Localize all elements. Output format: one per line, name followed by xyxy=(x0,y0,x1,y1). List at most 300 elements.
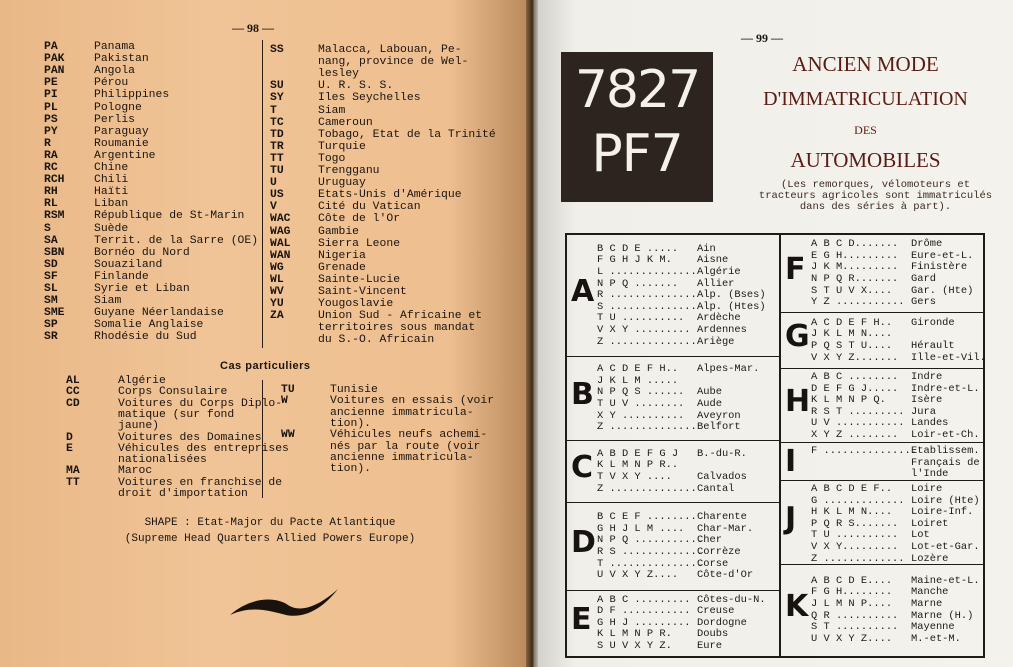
code-abbreviation: YU xyxy=(270,298,284,311)
group-entry xyxy=(811,622,955,634)
code-abbreviation: SP xyxy=(44,319,58,332)
code-description: tion). xyxy=(330,417,372,430)
group-entry xyxy=(811,446,980,458)
code-description: Sierra Leone xyxy=(318,237,401,250)
entry-department: Char-Mar. xyxy=(697,522,754,535)
entry-letters: X Y .......... xyxy=(597,409,685,422)
group-entry xyxy=(597,422,741,434)
code-description: Perlis xyxy=(94,113,136,126)
code-description: République de St-Marin xyxy=(94,210,245,223)
group-letter: I xyxy=(785,444,797,479)
entry-department: Gar. (Hte) xyxy=(911,284,974,297)
entry-letters: F ............... xyxy=(811,445,918,457)
title-line-2: D'IMMATRICULATION xyxy=(763,88,968,110)
entry-letters: S U V X Y Z. xyxy=(597,639,672,652)
entry-letters: Q R .......... xyxy=(811,609,899,622)
code-description: Somalie Anglaise xyxy=(94,319,204,332)
entry-department: Aveyron xyxy=(697,409,741,422)
letter-group xyxy=(567,503,779,591)
entry-letters: N P Q R....... xyxy=(811,273,899,285)
entry-letters: N P Q ........... xyxy=(597,534,704,547)
code-description: Véhicules des entreprises xyxy=(118,442,289,455)
entry-letters: P Q R S....... xyxy=(811,517,899,530)
code-abbreviation: PS xyxy=(44,113,58,126)
entry-letters: A C D E F H.. xyxy=(597,363,679,376)
group-entry xyxy=(811,458,980,470)
code-abbreviation: RC xyxy=(44,162,58,174)
group-entry xyxy=(597,399,722,411)
letter-group xyxy=(781,565,983,656)
plate-series-line: PF7 xyxy=(591,124,683,184)
entry-letters: D F ........... xyxy=(597,605,691,618)
entry-letters: J K M......... xyxy=(811,261,899,274)
code-abbreviation: SR xyxy=(44,331,58,344)
entry-letters: Y Z ........... xyxy=(811,296,905,309)
entry-letters: A B C ........ xyxy=(811,371,899,383)
group-entry xyxy=(811,341,955,353)
entry-letters: T U V ........ xyxy=(597,398,685,410)
group-entry xyxy=(597,337,734,349)
code-description: Liban xyxy=(94,198,129,211)
code-description: U. R. S. S. xyxy=(318,80,394,93)
entry-letters: A C D E F H.. xyxy=(811,316,893,329)
code-abbreviation: D xyxy=(66,431,73,444)
code-description: nang, province de Wel- xyxy=(318,56,469,69)
entry-department: Loir-et-Ch. xyxy=(911,429,980,441)
code-abbreviation: SBN xyxy=(44,246,65,259)
code-description: Rhodésie du Sud xyxy=(94,331,197,344)
entry-department: Aisne xyxy=(697,254,729,267)
code-abbreviation: PE xyxy=(44,77,58,90)
code-abbreviation: RL xyxy=(44,198,58,211)
code-abbreviation: ZA xyxy=(270,310,284,323)
code-abbreviation: SM xyxy=(44,295,58,308)
entry-department: M.-et-M. xyxy=(911,632,961,645)
group-entry xyxy=(811,634,961,646)
entry-department: Etablissem. xyxy=(911,445,980,457)
entry-letters: P Q S T U.... xyxy=(811,340,893,352)
group-entry xyxy=(811,353,986,365)
code-description: Voitures des Domaines xyxy=(118,431,262,444)
code-abbreviation: SY xyxy=(270,92,284,105)
code-description: jaune) xyxy=(118,420,160,433)
entry-department: Loire (Hte) xyxy=(911,494,980,507)
entry-department: Belfort xyxy=(697,421,741,434)
entry-letters: R S ............. xyxy=(597,546,704,558)
entry-letters: Z .............. xyxy=(597,335,697,348)
code-description: Chili xyxy=(94,174,129,187)
entry-department: Indre xyxy=(911,371,943,383)
code-description: Véhicules neufs achemi- xyxy=(330,429,488,442)
code-description: Trengganu xyxy=(318,165,380,177)
entry-department: Algérie xyxy=(697,266,741,278)
page-number-right: — 99 — xyxy=(741,31,783,45)
entry-department: Drôme xyxy=(911,238,943,251)
entry-department: B.-du-R. xyxy=(697,447,747,460)
group-entry xyxy=(597,267,741,279)
entry-department: Gard xyxy=(911,273,936,285)
entry-letters: G H J ......... xyxy=(597,616,691,629)
code-abbreviation: WW xyxy=(281,429,295,442)
entry-letters: F G H........ xyxy=(811,586,893,599)
code-abbreviation: TU xyxy=(270,165,284,177)
code-abbreviation: PAK xyxy=(44,53,65,66)
code-abbreviation: W xyxy=(281,395,288,408)
group-entry xyxy=(811,372,942,384)
code-description: Turquie xyxy=(318,140,366,153)
entry-letters: Z .............. xyxy=(597,482,697,495)
group-letter: A xyxy=(571,274,595,309)
group-letter: H xyxy=(785,384,811,419)
letter-group xyxy=(781,369,983,443)
code-description: Gambie xyxy=(318,225,360,238)
entry-letters: F G H J K M. xyxy=(597,254,672,267)
code-abbreviation: MA xyxy=(66,465,80,478)
code-description: Pologne xyxy=(94,101,142,114)
entry-letters: J L M N P.... xyxy=(811,597,893,610)
code-abbreviation: U xyxy=(270,177,277,190)
code-description: Territ. de la Sarre (OE) xyxy=(94,234,259,247)
entry-department: Doubs xyxy=(697,628,729,641)
group-entry xyxy=(811,484,942,496)
code-description: Malacca, Labouan, Pe- xyxy=(318,44,462,56)
entry-department: Gironde xyxy=(911,316,955,329)
title-line-1: ANCIEN MODE xyxy=(792,52,939,76)
code-abbreviation: RA xyxy=(44,149,58,162)
plate-number-line: 7827 xyxy=(574,60,700,120)
code-abbreviation: TC xyxy=(270,116,284,129)
code-description: Saint-Vincent xyxy=(318,286,407,298)
entry-letters: R S T ......... xyxy=(811,405,905,418)
code-description: Souaziland xyxy=(94,258,163,271)
code-description: Pakistan xyxy=(94,53,149,66)
entry-letters: E G H......... xyxy=(811,249,899,262)
entry-department: Eure-et-L. xyxy=(911,249,974,262)
code-abbreviation: R xyxy=(44,137,51,150)
code-abbreviation: WL xyxy=(270,273,284,286)
code-description: Cité du Vatican xyxy=(318,201,421,214)
entry-department: Marne xyxy=(911,597,943,610)
group-letter: C xyxy=(571,450,594,485)
entry-letters: U V X Y Z.... xyxy=(597,569,679,582)
letter-group xyxy=(567,441,779,503)
entry-department: Ariège xyxy=(697,335,735,348)
code-description: Chine xyxy=(94,162,129,174)
entry-department: Loiret xyxy=(911,517,949,530)
entry-department: Cantal xyxy=(697,482,735,495)
group-letter: B xyxy=(571,377,594,412)
entry-letters: A B C D....... xyxy=(811,238,899,251)
entry-department: Aude xyxy=(697,398,722,410)
code-abbreviation: PY xyxy=(44,125,58,138)
code-abbreviation: SL xyxy=(44,283,58,295)
entry-department: Charente xyxy=(697,511,747,524)
code-description: Corps Consulaire xyxy=(118,386,228,399)
code-abbreviation: PL xyxy=(44,101,58,114)
right-page xyxy=(538,0,1013,667)
entry-letters: T ............... xyxy=(597,557,704,570)
page-number-left: — 98 — xyxy=(232,21,274,35)
code-description: Nigeria xyxy=(318,249,366,262)
code-abbreviation: E xyxy=(66,442,73,455)
entry-letters: H K L M N.... xyxy=(811,506,893,519)
code-abbreviation: PAN xyxy=(44,65,65,78)
entry-department: Lozère xyxy=(911,552,949,565)
code-abbreviation: CC xyxy=(66,386,80,399)
entry-letters: U V ........... xyxy=(811,417,905,430)
department-code-table xyxy=(565,233,985,658)
group-entry xyxy=(811,542,980,554)
entry-letters: G ............. xyxy=(811,494,905,507)
group-entry xyxy=(811,274,936,286)
code-description: nés par la route (voir xyxy=(330,440,481,453)
code-description: Syrie et Liban xyxy=(94,283,190,295)
group-entry xyxy=(597,606,734,618)
code-description: Haïti xyxy=(94,186,129,199)
entry-department: Dordogne xyxy=(697,616,747,629)
entry-department: Mayenne xyxy=(911,621,955,634)
entry-letters: V X Y ......... xyxy=(597,324,691,336)
title-line-4: AUTOMOBILES xyxy=(790,148,941,172)
code-abbreviation: SD xyxy=(44,258,58,271)
entry-department: Aube xyxy=(697,386,722,399)
group-entry xyxy=(597,484,734,496)
entry-letters: N P Q ....... xyxy=(597,277,679,290)
group-entry xyxy=(811,297,936,309)
code-description: ancienne immatricula- xyxy=(330,406,474,419)
code-abbreviation: RCH xyxy=(44,174,65,187)
entry-letters: S .............. xyxy=(597,300,697,313)
entry-department: Indre-et-L. xyxy=(911,382,980,395)
code-description: Voitures en essais (voir xyxy=(330,395,495,408)
code-description: Cameroun xyxy=(318,116,373,129)
code-description: lesley xyxy=(318,68,360,81)
code-description: Argentine xyxy=(94,149,156,162)
shape-line-2: (Supreme Head Quarters Allied Powers Europe) xyxy=(124,533,416,545)
entry-letters: V X Y Z....... xyxy=(811,351,899,364)
code-abbreviation: WAN xyxy=(270,249,291,262)
decorative-swirl-ornament xyxy=(228,585,343,621)
code-abbreviation: S xyxy=(44,222,51,235)
code-description: nationalisées xyxy=(118,454,207,467)
entry-department: Alp. (Bses) xyxy=(697,289,766,302)
entry-letters: J K L M N.... xyxy=(811,328,893,341)
code-abbreviation: TT xyxy=(270,152,284,165)
code-abbreviation: SME xyxy=(44,307,65,320)
code-abbreviation: WAG xyxy=(270,225,291,238)
code-abbreviation: TR xyxy=(270,140,284,153)
code-abbreviation: RH xyxy=(44,186,58,199)
code-description: Guyane Néerlandaise xyxy=(94,307,224,320)
entry-department: Calvados xyxy=(697,471,747,483)
code-abbreviation: WAC xyxy=(270,213,291,226)
group-entry xyxy=(811,599,942,611)
shape-line-1: SHAPE : Etat-Major du Pacte Atlantique xyxy=(144,517,396,529)
entry-department: Gers xyxy=(911,296,936,309)
entry-letters: K L M N P Q. xyxy=(811,394,886,407)
entry-letters: U V X Y Z.... xyxy=(811,632,893,645)
code-abbreviation: WAL xyxy=(270,237,291,250)
code-description: Union Sud - Africaine et xyxy=(318,310,483,323)
entry-department: Alp. (Htes) xyxy=(697,300,766,313)
entry-letters: V X Y......... xyxy=(811,541,899,553)
code-description: Etats-Unis d'Amérique xyxy=(318,189,462,202)
code-description: matique (sur fond xyxy=(118,408,235,421)
entry-letters: S T .......... xyxy=(811,621,899,634)
entry-letters: S T U V X.... xyxy=(811,284,893,297)
code-description: Siam xyxy=(318,104,346,117)
code-description: Finlande xyxy=(94,270,149,283)
entry-department: Corse xyxy=(697,557,729,570)
entry-letters: A B C ......... xyxy=(597,593,691,606)
entry-letters: A B C D E.... xyxy=(811,574,893,587)
entry-department: Côtes-du-N. xyxy=(697,593,766,606)
code-abbreviation: TT xyxy=(66,476,80,489)
letter-group xyxy=(567,591,779,656)
code-abbreviation: SU xyxy=(270,80,284,93)
code-description: Panama xyxy=(94,41,136,53)
entry-letters: R .............. xyxy=(597,289,697,302)
letter-group xyxy=(781,443,983,481)
code-description: Algérie xyxy=(118,375,166,387)
group-letter: E xyxy=(571,601,592,637)
column-separator xyxy=(262,40,263,348)
entry-department: Ardennes xyxy=(697,324,747,336)
code-abbreviation: TU xyxy=(281,384,295,396)
code-description: Pérou xyxy=(94,77,129,90)
entry-department: Allier xyxy=(697,277,735,290)
title-line-3: DES xyxy=(854,123,877,137)
code-description: Yougoslavie xyxy=(318,298,394,311)
entry-department: Finistère xyxy=(911,261,968,274)
code-description: droit d'importation xyxy=(118,488,248,500)
entry-department: Lot xyxy=(911,529,930,542)
entry-department: Hérault xyxy=(911,340,955,352)
group-entry xyxy=(597,570,753,582)
code-abbreviation: WG xyxy=(270,261,284,274)
group-entry xyxy=(597,547,741,559)
group-letter: F xyxy=(785,252,806,287)
entry-letters: T V X Y .... xyxy=(597,471,672,483)
code-abbreviation: TD xyxy=(270,128,284,141)
code-description: Philippines xyxy=(94,89,170,102)
entry-department: Loire xyxy=(911,483,943,495)
code-description: Siam xyxy=(94,295,122,308)
entry-department: Alpes-Mar. xyxy=(697,363,760,376)
code-description: du S.-O. Africain xyxy=(318,334,435,347)
entry-department: Creuse xyxy=(697,605,735,618)
code-description: Suède xyxy=(94,222,129,235)
entry-letters: N P Q S ...... xyxy=(597,386,685,399)
code-description: Côte de l'Or xyxy=(318,213,401,226)
group-entry xyxy=(811,554,948,566)
group-entry xyxy=(811,430,980,442)
group-letter: D xyxy=(571,525,596,560)
group-entry xyxy=(811,469,948,481)
entry-department: Côte-d'Or xyxy=(697,569,754,582)
code-description: Tobago, Etat de la Trinité xyxy=(318,128,496,141)
entry-letters: A B D E F G J xyxy=(597,447,679,460)
code-abbreviation: US xyxy=(270,189,284,202)
code-abbreviation: SS xyxy=(270,44,284,56)
code-description: Maroc xyxy=(118,465,153,478)
entry-department: Ille-et-Vil. xyxy=(911,351,986,364)
code-description: Uruguay xyxy=(318,177,366,190)
entry-department: Landes xyxy=(911,417,949,430)
group-entry xyxy=(597,472,747,484)
code-description: Iles Seychelles xyxy=(318,92,421,105)
code-description: Voitures du Corps Diplo- xyxy=(118,397,283,410)
entry-letters: L .............. xyxy=(597,266,697,278)
entry-department: Ain xyxy=(697,242,716,255)
code-description: Grenade xyxy=(318,261,366,274)
entry-department: l'Inde xyxy=(911,468,949,481)
group-letter: K xyxy=(785,588,809,624)
entry-department: Maine-et-L. xyxy=(911,574,980,587)
entry-letters: G H J L M .... xyxy=(597,522,685,535)
entry-department: Loire-Inf. xyxy=(911,506,974,519)
code-description: Voitures en franchise de xyxy=(118,476,283,489)
entry-department: Lot-et-Gar. xyxy=(911,541,980,553)
code-abbreviation: SA xyxy=(44,234,58,247)
entry-department: Eure xyxy=(697,639,722,652)
entry-letters: T U .......... xyxy=(597,312,685,325)
letter-group xyxy=(567,235,779,357)
entry-department: Corrèze xyxy=(697,546,741,558)
special-cases-heading: Cas particuliers xyxy=(220,360,311,372)
code-description: Sainte-Lucie xyxy=(318,273,401,286)
code-abbreviation: T xyxy=(270,104,277,117)
code-abbreviation: V xyxy=(270,201,277,214)
title-note: (Les remorques, vélomoteurs et tracteurs agricoles sont immatriculés dans des séries à part). xyxy=(758,179,993,213)
group-letter: G xyxy=(785,319,810,354)
entry-department: Ardèche xyxy=(697,312,741,325)
code-description: Togo xyxy=(318,152,346,165)
entry-letters: Z ............. xyxy=(811,552,905,565)
code-abbreviation: RSM xyxy=(44,210,65,223)
letter-group xyxy=(567,357,779,441)
entry-letters: K L M N P R.. xyxy=(597,459,679,472)
letter-group xyxy=(781,481,983,565)
code-abbreviation: CD xyxy=(66,397,80,410)
entry-department: Manche xyxy=(911,586,949,599)
entry-letters: B C D E ..... xyxy=(597,242,679,255)
entry-department: Marne (H.) xyxy=(911,609,974,622)
code-description: Tunisie xyxy=(330,384,378,396)
code-description: Angola xyxy=(94,65,136,78)
code-description: tion). xyxy=(330,463,372,476)
entry-department: Cher xyxy=(697,534,722,547)
code-abbreviation: AL xyxy=(66,375,80,387)
code-abbreviation: PA xyxy=(44,41,58,53)
entry-letters: J K L M ..... xyxy=(597,374,679,387)
license-plate-illustration xyxy=(561,52,713,202)
group-entry xyxy=(597,325,747,337)
entry-department: Français de xyxy=(911,456,980,469)
entry-letters: B C E F ........ xyxy=(597,511,697,524)
entry-letters: X Y Z ........ xyxy=(811,429,899,441)
entry-letters: T U .......... xyxy=(811,529,899,542)
entry-letters: A B C D E F.. xyxy=(811,483,893,495)
code-abbreviation: WV xyxy=(270,286,284,298)
code-abbreviation: SF xyxy=(44,270,58,283)
code-description: territoires sous mandat xyxy=(318,322,476,335)
code-description: ancienne immatricula- xyxy=(330,451,474,464)
group-entry xyxy=(597,641,722,653)
code-description: Paraguay xyxy=(94,125,149,138)
entry-letters: D E F G J..... xyxy=(811,382,899,395)
entry-letters: K L M N P R. xyxy=(597,628,672,641)
